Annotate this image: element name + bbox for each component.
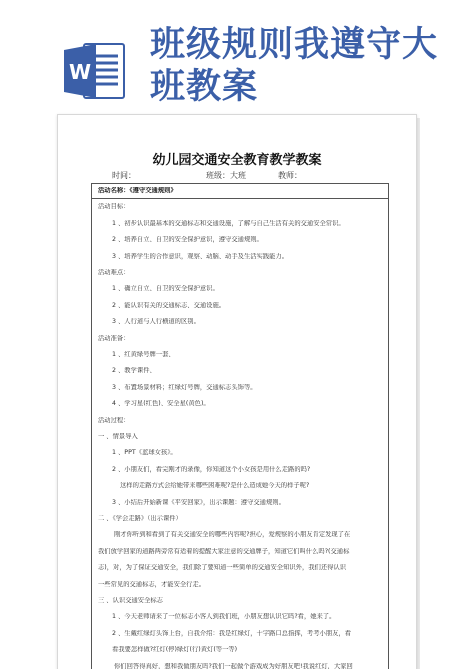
document-line: 这样的走路方式会给她带来哪些困难呢?是什么造成她今天的样子呢?	[120, 482, 310, 490]
document-line: 4 、学习星(红色)、安全星(黄色)。	[112, 400, 210, 408]
document-line: 1 、初步认识最基本的交通标志和交通设施，了解与自己生活有关的交通安全常识。	[112, 219, 345, 227]
document-line: 我们放学回家的道路两旁常有适着的提醒大家注意的交通牌子，知道它们叫什么吗?(交通标	[98, 547, 350, 555]
document-meta-row	[96, 170, 396, 183]
document-line: 2 、培养自立、自卫的安全保护意识，遵守交通规则。	[112, 236, 263, 244]
word-document-icon	[62, 38, 128, 104]
meta-class: 班级：大班	[206, 171, 246, 180]
document-line: 3 、小结后开始新课《平安回家》，出示课题：遵守交通规则。	[112, 498, 285, 506]
document-line: 3 、培养学生的合作意识，观察、动脑、动手及生活实践能力。	[112, 252, 289, 260]
document-line: 一 、情景导入	[98, 433, 138, 440]
document-line: 三 、认识交通安全标志	[98, 597, 163, 604]
document-line: 1 、PPT《蓝球女孩》。	[112, 449, 177, 457]
document-line: 1 、今天老师请来了一位标志小客人到我们班，小朋友想认识它吗?看，她来了。	[112, 613, 336, 621]
document-line: 3 、人行道与人行横道的区别。	[112, 318, 200, 326]
svg-text:W: W	[68, 60, 92, 84]
document-line: 活动准备：	[98, 334, 130, 342]
document-line: 志)，对，为了保证交通安全，我们除了要知道一些简单的交通安全知识外，我们还得认识	[98, 564, 347, 572]
document-line: 看我要怎样做?红灯(停)绿灯(行)黄灯(等一等)	[112, 646, 238, 654]
document-line: 1 、红黄绿号牌一套、	[112, 351, 175, 358]
banner-title	[150, 24, 460, 108]
banner-title-line2: 班教案	[150, 67, 259, 107]
header-banner	[0, 0, 474, 112]
document-line: 你们回答得真好，想和我做朋友吗?我们一起做个游戏成为好朋友吧!我说红灯，大家回	[114, 662, 353, 669]
document-title: 幼儿园交通安全教育教学教案	[152, 153, 322, 168]
document-line: 2 、小朋友们，看完刚才的录像，你知道这个小女孩是用什么走路的吗?	[112, 465, 311, 473]
document-line: 活动过程：	[98, 416, 130, 424]
document-line: 2 、能认识有关的交通标志、交通设施。	[112, 301, 226, 309]
document-line: 活动名称：《遵守交通规则》	[98, 187, 177, 194]
document-line: 一些常见的交通标志，才能安全行走。	[98, 580, 206, 588]
table-row-divider	[92, 198, 388, 199]
meta-time: 时间：	[112, 171, 136, 180]
banner-title-line1: 班级规则我遵守大	[150, 25, 439, 65]
document-line: 2 、教学课件、	[112, 367, 156, 375]
document-page	[57, 114, 417, 669]
document-line: 3 、布置场景材料；红绿灯号牌，交通标志头饰等。	[112, 383, 257, 391]
document-line: 2 、生戴红绿灯头饰上台，自我介绍：我是红绿灯，十字路口总指挥，考考小朋友，看	[112, 629, 351, 637]
document-line: 活动目标：	[98, 203, 130, 211]
document-line: 二 、《学会走路》（出示课件）	[98, 515, 182, 522]
document-line: 活动难点：	[98, 269, 130, 276]
meta-teacher: 教师：	[278, 171, 302, 180]
document-line: 1 、确立自立、自卫的安全保护意识。	[112, 285, 219, 293]
document-line: 刚才你听到和看到了有关交通安全的哪些内容呢?担心，爱规察的小朋友肯定发现了在	[114, 531, 351, 539]
lesson-plan-table	[91, 183, 389, 669]
